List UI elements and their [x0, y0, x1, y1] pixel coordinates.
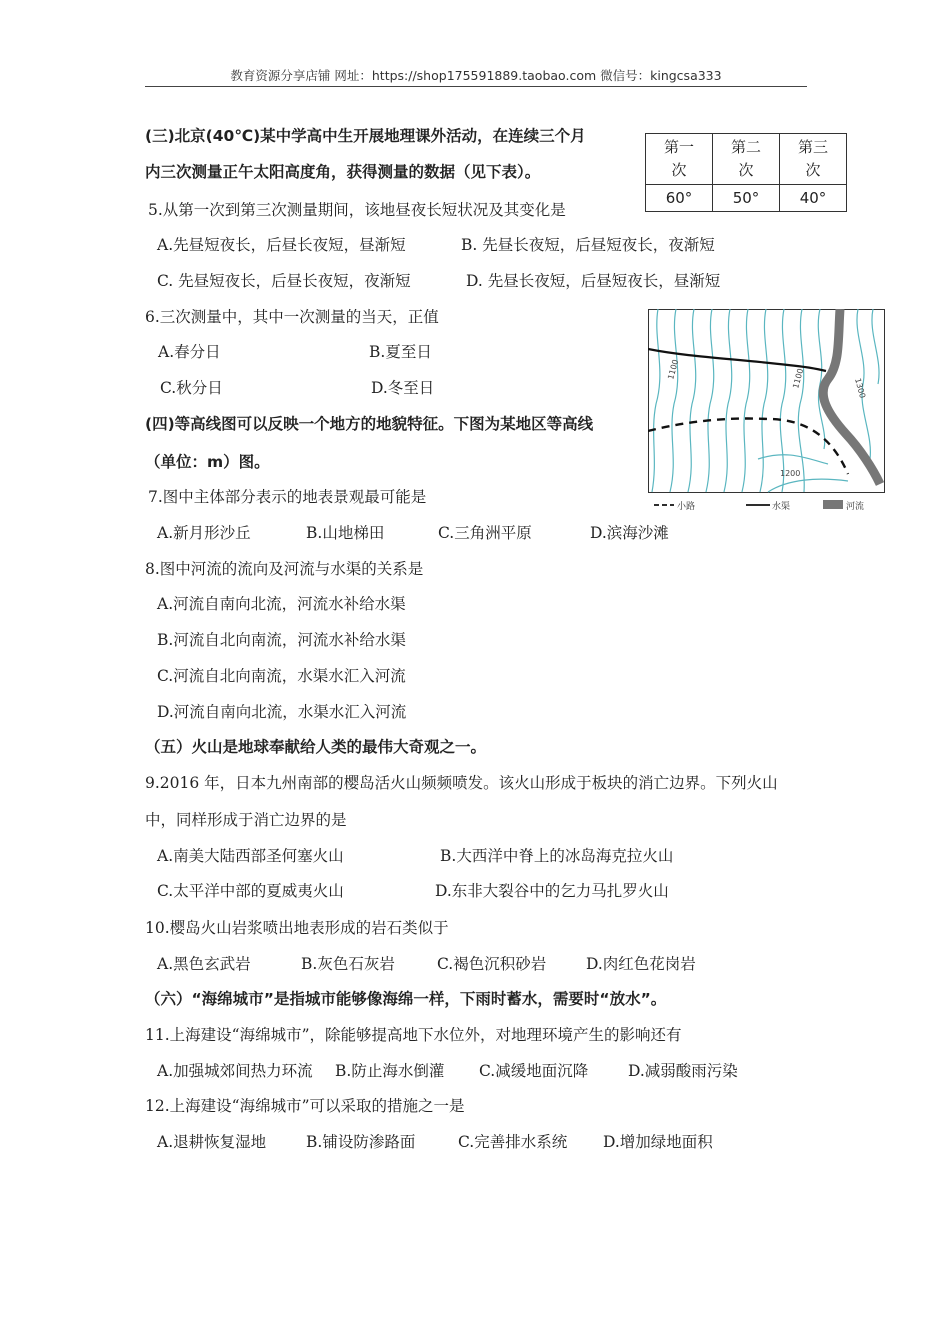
q6-option-a: A.春分日	[158, 343, 221, 361]
q5-option-d: D. 先昼长夜短，后昼短夜长，昼渐短	[466, 272, 721, 290]
q6-stem: 6.三次测量中，其中一次测量的当天，正值	[145, 308, 439, 326]
q9-stem-line1: 9.2016 年，日本九州南部的樱岛活火山频频喷发。该火山形成于板块的消亡边界。下列火山	[145, 774, 778, 792]
q8-option-b: B.河流自北向南流，河流水补给水渠	[157, 631, 406, 649]
q9-option-a: A.南美大陆西部圣何塞火山	[157, 847, 344, 865]
q10-option-b: B.灰色石灰岩	[301, 955, 395, 973]
legend-river-icon	[823, 500, 843, 509]
q6-option-b: B.夏至日	[369, 343, 432, 361]
page-header: 教育资源分享店铺 网址：https://shop175591889.taobao.com 微信号：kingcsa333	[230, 68, 722, 83]
table-header-cell: 第二 次	[713, 134, 780, 185]
q5-option-a: A.先昼短夜长，后昼长夜短，昼渐短	[157, 236, 406, 254]
q10-stem: 10.樱岛火山岩浆喷出地表形成的岩石类似于	[145, 919, 449, 937]
q9-option-b: B.大西洋中脊上的冰岛海克拉火山	[440, 847, 674, 865]
q11-option-d: D.减弱酸雨污染	[628, 1062, 738, 1080]
q6-option-d: D.冬至日	[371, 379, 435, 397]
measurement-table	[645, 133, 847, 212]
q6-option-c: C.秋分日	[160, 379, 223, 397]
q9-stem-line2: 中，同样形成于消亡边界的是	[145, 811, 347, 829]
q11-option-c: C.减缓地面沉降	[479, 1062, 589, 1080]
contour-label: 1300	[853, 377, 868, 400]
q7-stem: 7.图中主体部分表示的地表景观最可能是	[148, 488, 427, 506]
q11-option-a: A.加强城郊间热力环流	[157, 1062, 313, 1080]
q5-stem: 5.从第一次到第三次测量期间，该地昼夜长短状况及其变化是	[148, 201, 566, 219]
contour-label: 1100	[666, 358, 681, 381]
q11-option-b: B.防止海水倒灌	[335, 1062, 445, 1080]
legend-river-label: 河流	[846, 502, 865, 512]
map-legend	[654, 500, 864, 512]
q7-option-a: A.新月形沙丘	[157, 524, 251, 542]
map-frame	[649, 310, 885, 493]
q8-stem: 8.图中河流的流向及河流与水渠的关系是	[145, 560, 424, 578]
contour-map	[648, 309, 885, 512]
q12-option-c: C.完善排水系统	[458, 1133, 568, 1151]
contour-label: 1200	[780, 469, 801, 478]
section4-intro-line1: (四)等高线图可以反映一个地方的地貌特征。下图为某地区等高线	[145, 415, 594, 433]
q10-option-a: A.黑色玄武岩	[157, 955, 251, 973]
legend-path-label: 小路	[677, 502, 696, 512]
contour-label: 1100	[791, 367, 806, 390]
q12-stem: 12.上海建设“海绵城市”可以采取的措施之一是	[145, 1097, 465, 1115]
section3-intro-line1: (三)北京(40℃)某中学高中生开展地理课外活动，在连续三个月	[145, 127, 586, 145]
q8-option-d: D.河流自南向北流，水渠水汇入河流	[157, 703, 407, 721]
header-divider	[145, 86, 807, 87]
section6-intro: （六）“海绵城市”是指城市能够像海绵一样，下雨时蓄水，需要时“放水”。	[145, 990, 667, 1008]
section4-intro-line2: （单位：m）图。	[145, 453, 270, 471]
table-value-cell: 60°	[646, 185, 713, 212]
q7-option-d: D.滨海沙滩	[590, 524, 669, 542]
section5-intro: （五）火山是地球奉献给人类的最伟大奇观之一。	[145, 738, 487, 756]
q9-option-d: D.东非大裂谷中的乞力马扎罗火山	[435, 882, 669, 900]
q12-option-b: B.铺设防渗路面	[306, 1133, 416, 1151]
q12-option-d: D.增加绿地面积	[603, 1133, 713, 1151]
q12-option-a: A.退耕恢复湿地	[157, 1133, 267, 1151]
q11-stem: 11.上海建设“海绵城市”，除能够提高地下水位外，对地理环境产生的影响还有	[145, 1026, 682, 1044]
legend-canal-label: 水渠	[772, 502, 791, 512]
q7-option-b: B.山地梯田	[306, 524, 385, 542]
table-value-cell: 40°	[780, 185, 847, 212]
q8-option-a: A.河流自南向北流，河流水补给水渠	[157, 595, 406, 613]
q10-option-d: D.肉红色花岗岩	[586, 955, 696, 973]
q10-option-c: C.褐色沉积砂岩	[437, 955, 547, 973]
q8-option-c: C.河流自北向南流，水渠水汇入河流	[157, 667, 406, 685]
q7-option-c: C.三角洲平原	[438, 524, 532, 542]
table-value-cell: 50°	[713, 185, 780, 212]
section3-intro-line2: 内三次测量正午太阳高度角，获得测量的数据（见下表）。	[145, 163, 541, 181]
q5-option-c: C. 先昼短夜长，后昼长夜短，夜渐短	[157, 272, 411, 290]
table-header-cell: 第一 次	[646, 134, 713, 185]
q9-option-c: C.太平洋中部的夏威夷火山	[157, 882, 344, 900]
q5-option-b: B. 先昼长夜短，后昼短夜长，夜渐短	[461, 236, 715, 254]
table-header-cell: 第三 次	[780, 134, 847, 185]
